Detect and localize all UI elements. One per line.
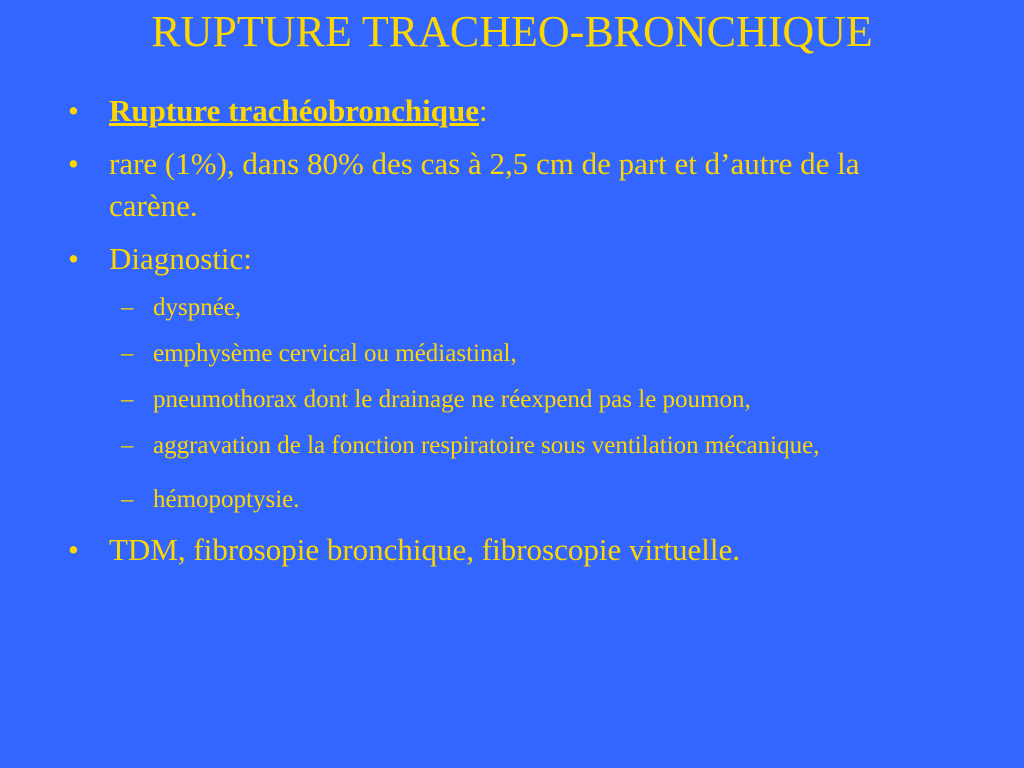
rupture-heading-label: Rupture trachéobronchique — [109, 93, 480, 128]
sub-item-hemopoptysie — [121, 483, 948, 517]
bullet-list — [68, 90, 948, 582]
tdm-text: TDM, fibrosopie bronchique, fibroscopie virtuelle. — [109, 532, 741, 567]
frequency-text: rare (1%), dans 80% des cas à 2,5 cm de part et d’autre de la carène. — [109, 146, 860, 223]
bullet-marker: • — [68, 146, 79, 181]
bullet-frequency — [68, 143, 948, 227]
sub-item-text: emphysème cervical ou médiastinal, — [153, 340, 517, 367]
sub-bullet-marker: – — [121, 294, 134, 321]
sub-item-pneumothorax — [121, 383, 948, 417]
bullet-marker: • — [68, 532, 79, 567]
diagnostic-text: Diagnostic: — [109, 241, 252, 276]
sub-item-emphyseme — [121, 337, 948, 371]
bullet-rupture-heading — [68, 90, 948, 132]
sub-item-dyspnee — [121, 291, 948, 325]
sub-bullet-marker: – — [121, 340, 134, 367]
slide-title: RUPTURE TRACHEO-BRONCHIQUE — [151, 7, 873, 56]
bullet-marker: • — [68, 241, 79, 276]
sub-item-text: hémopoptysie. — [153, 486, 300, 513]
sub-item-text: aggravation de la fonction respiratoire sous ventilation mécanique, — [153, 432, 820, 459]
bullet-diagnostic — [68, 238, 948, 280]
rupture-heading-colon: : — [479, 93, 488, 128]
diagnostic-sublist — [121, 291, 948, 517]
sub-bullet-marker: – — [121, 432, 134, 459]
sub-bullet-marker: – — [121, 386, 134, 413]
sub-item-text: dyspnée, — [153, 294, 242, 321]
bullet-marker: • — [68, 93, 79, 128]
sub-item-text: pneumothorax dont le drainage ne réexpend pas le poumon, — [153, 386, 751, 413]
bullet-tdm — [68, 529, 948, 571]
sub-bullet-marker: – — [121, 486, 134, 513]
sub-item-aggravation — [121, 429, 948, 463]
